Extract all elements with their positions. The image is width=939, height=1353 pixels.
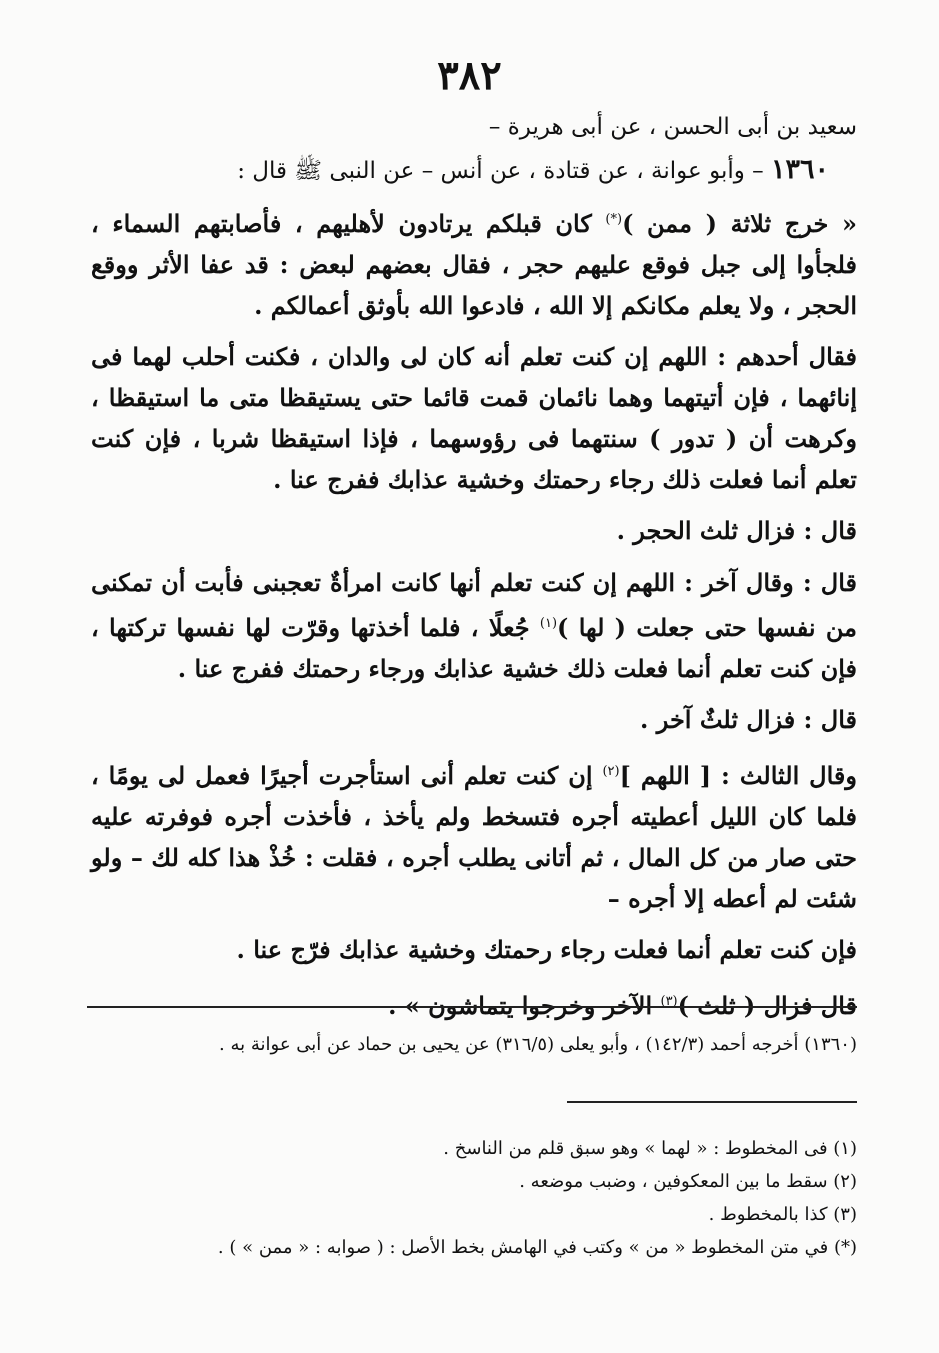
hadith-header bbox=[91, 150, 857, 191]
footnote-divider-short bbox=[567, 1101, 857, 1103]
takhrij-note: (١٣٦٠) أخرجه أحمد (١٤٢/٣) ، وأبو يعلى (٣١٦/٥) عن يحيى بن حماد عن أبى عوانة به . bbox=[219, 1034, 857, 1055]
paragraph-4 bbox=[91, 562, 857, 689]
paragraph-8-rest: الآخر وخرجوا يتماشون » . bbox=[388, 991, 661, 1020]
hadith-chain: – وأبو عوانة ، عن قتادة ، عن أنس – عن النبى ﷺ قال : bbox=[237, 158, 764, 184]
paragraph-4-rest: جُعلًا ، فلما أخذتها وقرّت لها نفسها تركتها ، فإن كنت تعلم أنما فعلت ذلك خشية عذابك ورجاء رحمتك ففرج عنا . bbox=[91, 613, 857, 683]
footnote-item: (*) في متن المخطوط « من » وكتب في الهامش بخط الأصل : ( صوابه : « ممن » ) . bbox=[217, 1237, 857, 1258]
paragraph-5: قال : فزال ثلثٌ آخر . bbox=[640, 705, 857, 734]
paragraph-6 bbox=[91, 751, 857, 919]
paragraph-6-text: وقال الثالث : [ اللهم ] bbox=[619, 761, 857, 790]
paragraph-7: فإن كنت تعلم أنما فعلت رجاء رحمتك وخشية عذابك فرّج عنا . bbox=[236, 935, 857, 964]
footnote-item: (١) فى المخطوط : « لهما » وهو سبق قلم من الناسخ . bbox=[443, 1138, 857, 1159]
footnote-ref-1: (١) bbox=[539, 616, 558, 631]
footnotes bbox=[87, 1132, 857, 1264]
paragraph-2: فقال أحدهم : اللهم إن كنت تعلم أنه كان لى والدان ، فكنت أحلب لهما فى إنائهما ، فإن أتيتهما وهما نائمان قمت قائما حتى يستيقظا متى ما استيقظا ، وكرهت أن ( تدور ) سنتهما فى رؤوسهما ، فإذا استيقظا شربا ، فإن كنت تعلم أنما فعلت ذلك رجاء رحمتك وخشية عذابك ففرج عنا . bbox=[91, 342, 857, 494]
paragraph-1 bbox=[91, 199, 857, 326]
footnote-item: (٣) كذا بالمخطوط . bbox=[708, 1204, 857, 1225]
main-text bbox=[91, 108, 857, 1037]
footnote-ref-2: (٢) bbox=[602, 764, 620, 779]
intro-line: سعيد بن أبى الحسن ، عن أبى هريرة – bbox=[488, 114, 857, 140]
paragraph-3: قال : فزال ثلث الحجر . bbox=[616, 516, 857, 545]
paragraph-8-text: قال فزال ( ثلث ) bbox=[677, 991, 857, 1020]
footnote-divider bbox=[87, 1006, 857, 1008]
paragraph-8 bbox=[91, 981, 857, 1027]
paragraph-6-rest: إن كنت تعلم أنى استأجرت أجيرًا فعمل لى يومًا ، فلما كان الليل أعطيته أجره فتسخط ولم يأخذ ، فأخذت أجره فوفرته عليه حتى صار من كل المال ، ثم أتانى يطلب أجره ، فقلت : خُذْ هذا كله لك – ولو شئت لم أعطه إلا أجره – bbox=[91, 761, 857, 913]
footnote-ref-star: (*) bbox=[605, 212, 623, 227]
paragraph-1-text: « خرج ثلاثة ( ممن ) bbox=[622, 209, 858, 238]
page-number: ٣٨٢ bbox=[437, 52, 502, 99]
footnote-item: (٢) سقط ما بين المعكوفين ، وضبب موضعه . bbox=[519, 1171, 857, 1192]
paragraph-4-text: قال : وقال آخر : اللهم إن كنت تعلم أنها كانت امرأةٌ تعجبنى فأبت أن تمكنى من نفسها حتى جعلت ( لها ) bbox=[91, 568, 857, 642]
footnote-ref-3: (٣) bbox=[660, 994, 678, 1009]
paragraph-1-rest: كان قبلكم يرتادون لأهليهم ، فأصابتهم السماء ، فلجأوا إلى جبل فوقع عليهم حجر ، فقال بعضهم لبعض : قد عفا الأثر ووقع الحجر ، ولا يعلم مكانكم إلا الله ، فادعوا الله بأوثق أعمالكم . bbox=[91, 209, 857, 320]
hadith-number: ١٣٦٠ bbox=[770, 154, 829, 185]
